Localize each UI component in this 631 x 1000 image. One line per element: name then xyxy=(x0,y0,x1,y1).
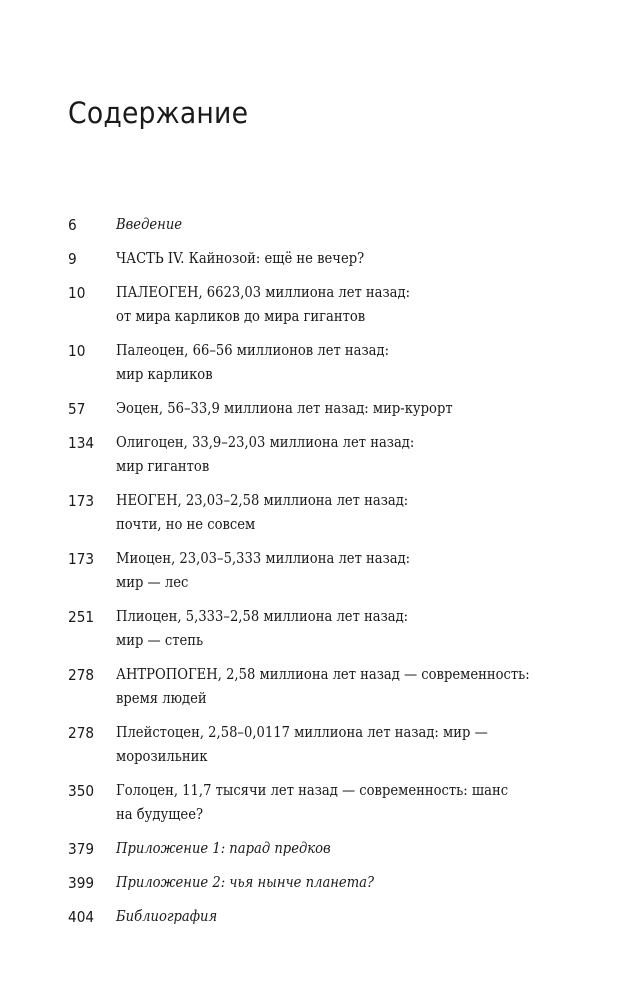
toc-entry-title xyxy=(116,605,588,653)
toc-entry-line: ЧАСТЬ IV. Кайнозой: ещё не вечер? xyxy=(116,250,365,267)
toc-entry-line: почти, но не совсем xyxy=(116,516,256,533)
toc-page-number: 379 xyxy=(68,840,95,858)
toc-entry-line: на будущее? xyxy=(116,806,204,823)
toc-entry-line: время людей xyxy=(116,690,207,707)
toc-entry-title xyxy=(116,905,588,929)
toc-entry xyxy=(68,871,588,895)
toc-page-number: 57 xyxy=(68,400,86,418)
toc-entry-title xyxy=(116,663,588,711)
toc-entry xyxy=(68,547,588,595)
toc-page-number: 134 xyxy=(68,434,95,452)
toc-entry xyxy=(68,489,588,537)
toc-entry-line: НЕОГЕН, 23,03–2,58 миллиона лет назад: xyxy=(116,492,409,509)
toc-page-number: 251 xyxy=(68,608,95,626)
toc-entry-line: морозильник xyxy=(116,748,208,765)
toc-entry-line: от мира карликов до мира гигантов xyxy=(116,308,366,325)
toc-entry-title xyxy=(116,247,588,271)
toc-entry-title xyxy=(116,547,588,595)
toc-entry-line: Приложение 2: чья нынче планета? xyxy=(116,874,375,891)
toc-page-number: 404 xyxy=(68,908,95,926)
toc-entry-line: Введение xyxy=(116,216,183,233)
page-title: Содержание xyxy=(68,96,249,130)
toc-entry-line: Голоцен, 11,7 тысячи лет назад — современность: шанс xyxy=(116,782,509,799)
toc-entry xyxy=(68,721,588,769)
toc-entry-line: Олигоцен, 33,9–23,03 миллиона лет назад: xyxy=(116,434,415,451)
toc-page-number: 6 xyxy=(68,216,77,234)
toc-page-number: 399 xyxy=(68,874,95,892)
toc-page-number: 10 xyxy=(68,342,86,360)
toc-page-number: 278 xyxy=(68,724,95,742)
toc-entry-line: мир гигантов xyxy=(116,458,210,475)
toc-page-number: 10 xyxy=(68,284,86,302)
toc-entry-title xyxy=(116,721,588,769)
toc-entry-line: Плейстоцен, 2,58–0,0117 миллиона лет назад: мир — xyxy=(116,724,488,741)
toc-entry-line: АНТРОПОГЕН, 2,58 миллиона лет назад — современность: xyxy=(116,666,530,683)
toc-entry-title xyxy=(116,281,588,329)
toc-entry-line: Миоцен, 23,03–5,333 миллиона лет назад: xyxy=(116,550,411,567)
toc-entry xyxy=(68,605,588,653)
toc-entry-title xyxy=(116,339,588,387)
toc-entry-line: мир — степь xyxy=(116,632,204,649)
toc-entry xyxy=(68,779,588,827)
toc-entry-title xyxy=(116,431,588,479)
toc-entry-line: Приложение 1: парад предков xyxy=(116,840,331,857)
toc-entry-line: Библиография xyxy=(116,908,218,925)
toc-entry-title xyxy=(116,489,588,537)
toc-entry xyxy=(68,663,588,711)
toc-entry xyxy=(68,397,588,421)
toc-entry-title xyxy=(116,871,588,895)
toc-entry-line: Палеоцен, 66–56 миллионов лет назад: xyxy=(116,342,390,359)
toc-entry-line: ПАЛЕОГЕН, 6623,03 миллиона лет назад: xyxy=(116,284,411,301)
toc-entry xyxy=(68,281,588,329)
toc-entry xyxy=(68,247,588,271)
toc-entry-line: Плиоцен, 5,333–2,58 миллиона лет назад: xyxy=(116,608,409,625)
toc-entry-line: мир — лес xyxy=(116,574,189,591)
toc-entry xyxy=(68,339,588,387)
toc-page-number: 350 xyxy=(68,782,95,800)
toc-entry xyxy=(68,905,588,929)
toc-page-number: 278 xyxy=(68,666,95,684)
toc-entry xyxy=(68,837,588,861)
toc-entry-title xyxy=(116,779,588,827)
toc-entry-line: Эоцен, 56–33,9 миллиона лет назад: мир-курорт xyxy=(116,400,453,417)
toc-entry xyxy=(68,431,588,479)
toc-page-number: 173 xyxy=(68,550,95,568)
toc-entry-title xyxy=(116,837,588,861)
toc-entry xyxy=(68,213,588,237)
toc-page-number: 173 xyxy=(68,492,95,510)
toc-entry-title xyxy=(116,213,588,237)
toc-page-number: 9 xyxy=(68,250,77,268)
toc-entry-title xyxy=(116,397,588,421)
toc-entry-line: мир карликов xyxy=(116,366,213,383)
table-of-contents xyxy=(68,213,588,939)
